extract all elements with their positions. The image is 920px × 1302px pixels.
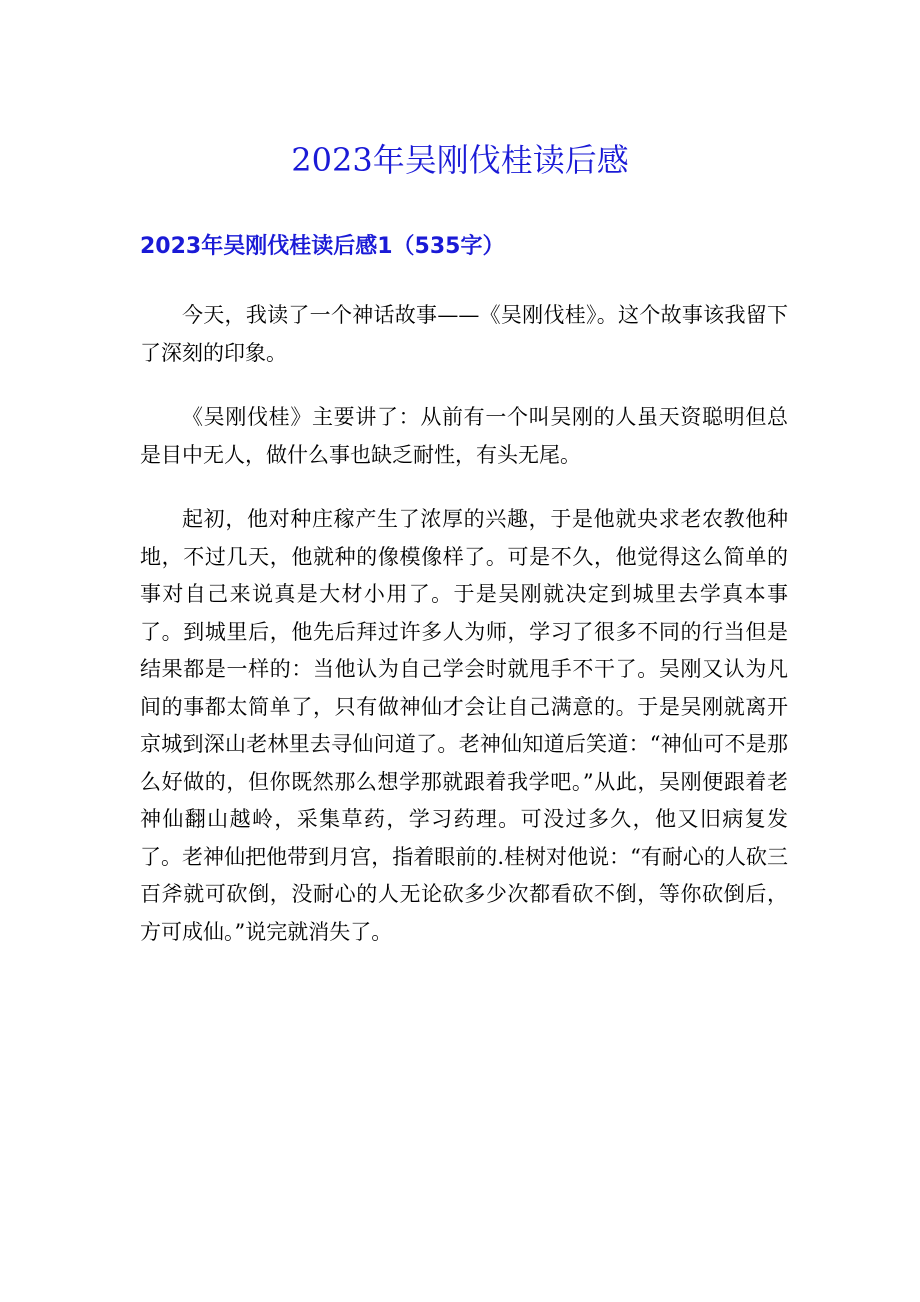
document-body [140, 297, 788, 978]
document-title: 2023年吴刚伐桂读后感 [291, 141, 629, 179]
paragraph: 起初，他对种庄稼产生了浓厚的兴趣，于是他就央求老农教他种地，不过几天，他就种的像模像样了。可是不久，他觉得这么简单的事对自己来说真是大材小用了。于是吴刚就决定到城里去学真本事了。到城里后，他先后拜过许多人为师，学习了很多不同的行当但是结果都是一样的：当他认为自己学会时就甩手不干了。吴刚又认为凡间的事都太简单了，只有做神仙才会让自己满意的。于是吴刚就离开京城到深山老林里去寻仙问道了。老神仙知道后笑道：“神仙可不是那么好做的，但你既然那么想学那就跟着我学吧。”从此，吴刚便跟着老神仙翻山越岭，采集草药，学习药理。可没过多久，他又旧病复发了。老神仙把他带到月宫，指着眼前的.桂树对他说：“有耐心的人砍三百斧就可砍倒，没耐心的人无论砍多少次都看砍不倒，等你砍倒后，方可成仙。”说完就消失了。 [140, 507, 788, 944]
paragraph: 今天，我读了一个神话故事——《吴刚伐桂》。这个故事该我留下了深刻的印象。 [140, 303, 788, 365]
section-heading: 2023年吴刚伐桂读后感1（535字） [140, 234, 505, 259]
paragraph: 《吴刚伐桂》主要讲了：从前有一个叫吴刚的人虽天资聪明但总是目中无人，做什么事也缺乏耐性，有头无尾。 [140, 405, 788, 467]
